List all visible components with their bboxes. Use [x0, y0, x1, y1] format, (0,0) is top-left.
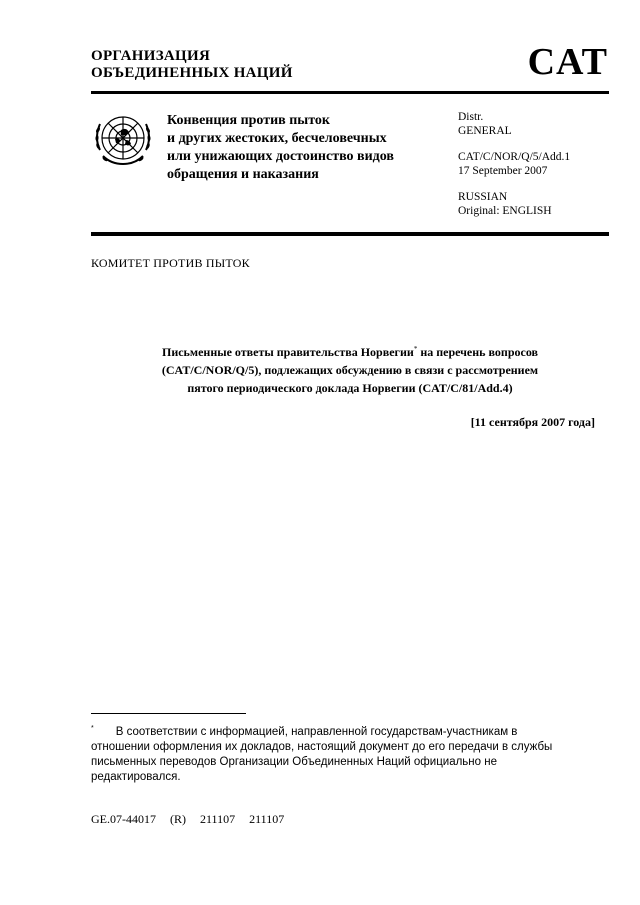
document-title — [91, 343, 609, 397]
meta-doc-symbol: CAT/C/NOR/Q/5/Add.1 — [458, 151, 571, 163]
document-symbol-large: CAT — [527, 41, 608, 83]
meta-distr: Distr. — [458, 111, 484, 123]
footnote — [91, 725, 571, 785]
job-num2: 211107 — [249, 812, 285, 826]
convention-title-line3: или унижающих достоинство видов — [167, 149, 394, 164]
convention-title-line2: и других жестоких, бесчеловечных — [167, 131, 387, 146]
meta-distribution: GENERAL — [458, 125, 512, 137]
footnote-text: В соответствии с информацией, направленной государствам-участникам в отношении оформления их докладов, настоящий документ до его передачи в службы письменных переводов Организации Объединенных Наций официально не редактировался. — [91, 726, 553, 783]
header-bottom-rule — [91, 232, 609, 236]
organization-name-line1: ОРГАНИЗАЦИЯ — [91, 48, 211, 64]
document-title-line1-part-a: Письменные ответы правительства Норвегии — [161, 345, 414, 359]
footnote-rule — [91, 713, 246, 714]
committee-name: КОМИТЕТ ПРОТИВ ПЫТОК — [91, 256, 250, 270]
top-rule — [91, 91, 609, 94]
document-date-note: [11 сентября 2007 года] — [470, 415, 595, 429]
job-num1: 211107 — [200, 812, 236, 826]
job-code: GE.07-44017 — [91, 812, 156, 826]
organization-name-line2: ОБЪЕДИНЕННЫХ НАЦИЙ — [91, 65, 293, 81]
document-title-line2: (CAT/C/NOR/Q/5), подлежащих обсуждению в связи с рассмотрением — [161, 363, 539, 377]
footnote-mark: * — [91, 725, 94, 733]
organization-name — [91, 48, 293, 82]
meta-language: RUSSIAN — [458, 191, 508, 203]
job-type: (R) — [170, 812, 186, 826]
footnote-reference[interactable]: * — [413, 345, 418, 353]
document-title-line1 — [91, 343, 609, 361]
convention-title — [167, 112, 447, 184]
document-meta — [458, 110, 570, 218]
meta-original: Original: ENGLISH — [458, 205, 552, 217]
job-number — [91, 812, 298, 826]
document-title-line1-part-b: на перечень вопросов — [417, 345, 539, 359]
meta-date: 17 September 2007 — [458, 165, 548, 177]
convention-title-line4: обращения и наказания — [167, 167, 319, 182]
convention-title-line1: Конвенция против пыток — [167, 113, 330, 128]
un-emblem-icon — [91, 106, 155, 170]
document-title-line3: пятого периодического доклада Норвегии (CAT/C/81/Add.4) — [187, 381, 513, 395]
